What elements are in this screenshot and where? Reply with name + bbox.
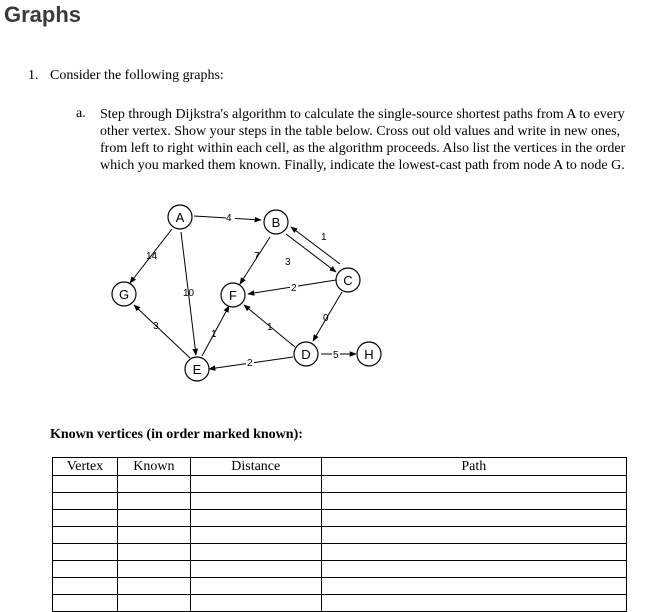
node-f-label: F: [229, 288, 237, 303]
table-cell[interactable]: [117, 527, 190, 544]
table-cell[interactable]: [117, 476, 190, 493]
header-vertex: Vertex: [53, 458, 118, 476]
weight-e-g: 3: [153, 321, 159, 332]
table-cell[interactable]: [321, 493, 626, 510]
header-distance: Distance: [190, 458, 321, 476]
table-cell[interactable]: [117, 561, 190, 578]
table-row: [53, 510, 627, 527]
weight-a-b: 4: [226, 213, 232, 224]
table-cell[interactable]: [190, 510, 321, 527]
weight-e-f: 1: [211, 329, 217, 340]
edge-e-g: [134, 305, 190, 358]
table-cell[interactable]: [190, 544, 321, 561]
table-cell[interactable]: [117, 578, 190, 595]
page-title: Graphs: [4, 2, 82, 27]
table-cell[interactable]: [117, 544, 190, 561]
table-row: [53, 476, 627, 493]
weight-b-c: 3: [285, 257, 291, 268]
subquestion-text: Step through Dijkstra's algorithm to calculate the single-source shortest paths from A to every other vertex. Show your steps in the table below. Cross out old values and write in new ones, from left to right within each cell, as the algorithm proceeds. Also list the vertices in the order which you marked them known. Finally, indicate the lowest-cast path from node A to node G.: [100, 107, 626, 173]
table-cell[interactable]: [117, 510, 190, 527]
table-cell[interactable]: [321, 510, 626, 527]
node-g-label: G: [118, 287, 130, 302]
weight-d-e: 2: [247, 358, 253, 369]
table-row: [53, 595, 627, 612]
table-body: [53, 476, 627, 612]
node-c-label: C: [343, 273, 353, 288]
header-known: Known: [117, 458, 190, 476]
table-cell[interactable]: [190, 527, 321, 544]
table-header-row: [53, 458, 627, 476]
table-row: [53, 493, 627, 510]
table-cell[interactable]: [190, 595, 321, 612]
edge-b-c: [286, 234, 336, 272]
subquestion-label: a.: [76, 106, 86, 121]
node-h-label: H: [364, 347, 374, 362]
node-b-label: B: [271, 215, 281, 230]
table-row: [53, 527, 627, 544]
weight-c-d: 0: [323, 313, 329, 324]
table-cell[interactable]: [190, 493, 321, 510]
node-a-label: A: [175, 210, 185, 225]
table-cell[interactable]: [53, 493, 118, 510]
table-row: [53, 578, 627, 595]
header-path: Path: [321, 458, 626, 476]
node-d-label: D: [301, 347, 311, 362]
question-number: 1.: [28, 68, 39, 83]
weight-a-e: 10: [183, 288, 195, 299]
table-cell[interactable]: [190, 476, 321, 493]
weight-b-f: 7: [254, 251, 260, 262]
table-cell[interactable]: [321, 527, 626, 544]
table-cell[interactable]: [190, 578, 321, 595]
table-cell[interactable]: [117, 493, 190, 510]
table-cell[interactable]: [117, 595, 190, 612]
table-cell[interactable]: [53, 527, 118, 544]
table-cell[interactable]: [321, 476, 626, 493]
table-cell[interactable]: [190, 561, 321, 578]
table-cell[interactable]: [53, 544, 118, 561]
weight-a-g: 14: [146, 251, 158, 262]
weight-d-h: 5: [333, 350, 339, 361]
table-cell[interactable]: [53, 578, 118, 595]
table-cell[interactable]: [53, 561, 118, 578]
table-cell[interactable]: [321, 544, 626, 561]
table-cell[interactable]: [53, 595, 118, 612]
weight-c-f: 2: [291, 283, 297, 294]
dijkstra-table: [52, 457, 627, 612]
table-cell[interactable]: [321, 561, 626, 578]
known-vertices-label: Known vertices (in order marked known):: [50, 427, 303, 442]
weight-c-b: 1: [321, 232, 327, 243]
question-text: Consider the following graphs:: [50, 68, 224, 83]
node-e-label: E: [192, 362, 202, 377]
table-cell[interactable]: [321, 578, 626, 595]
table-row: [53, 544, 627, 561]
weight-d-f: 1: [267, 322, 273, 333]
table-row: [53, 561, 627, 578]
table-cell[interactable]: [53, 510, 118, 527]
edge-c-b: [291, 227, 340, 264]
table-cell[interactable]: [53, 476, 118, 493]
table-cell[interactable]: [321, 595, 626, 612]
